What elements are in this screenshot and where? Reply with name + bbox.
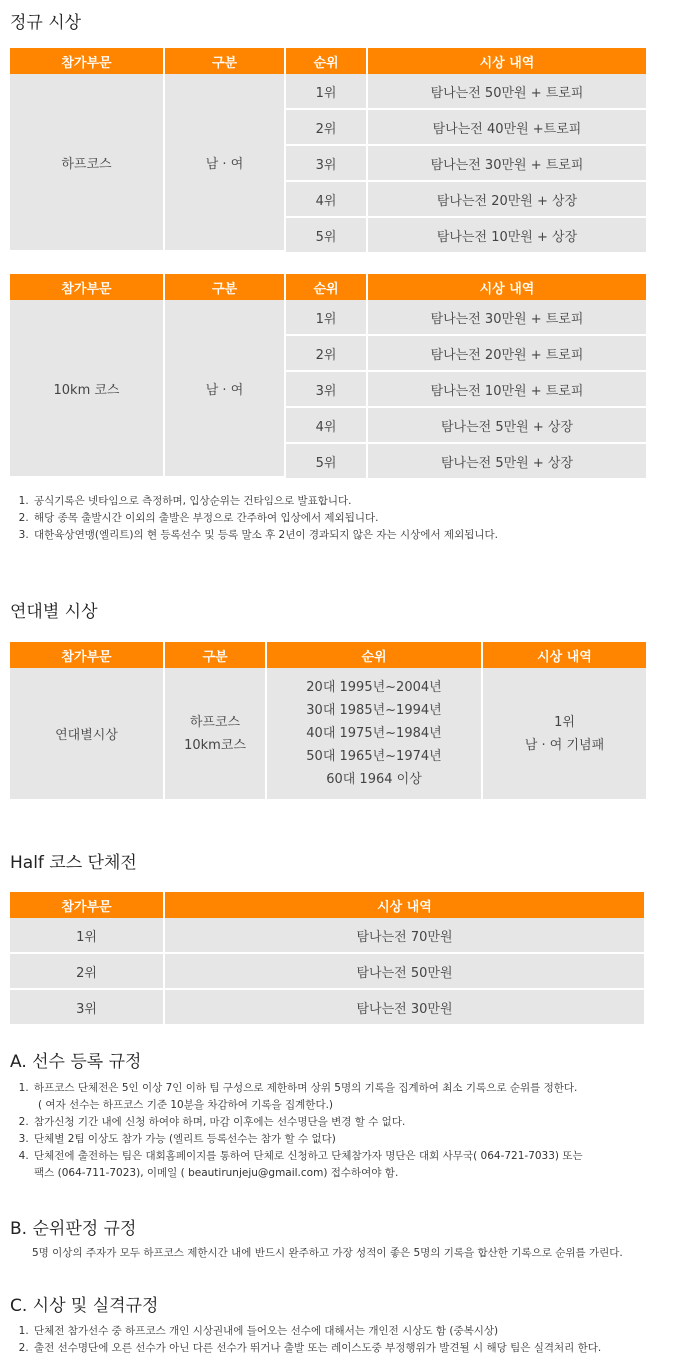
col-header-division: 참가부문 — [10, 274, 165, 300]
rule-text-cont: 팩스 (064-711-7023), 이메일 ( beautirunjeju@gmail.com) 접수하여야 함. — [34, 1167, 399, 1179]
age-group: 60대 1964 이상 — [326, 772, 422, 787]
col-header-prize: 시상 내역 — [165, 892, 644, 918]
prize-cell: 탐나는전 30만원 — [165, 990, 644, 1024]
col-header-division: 참가부문 — [10, 48, 165, 74]
col-header-prize: 시상 내역 — [483, 642, 646, 668]
prize-rank: 1위 — [554, 714, 575, 730]
age-table — [10, 642, 646, 799]
col-header-rank: 순위 — [286, 274, 368, 300]
division-cell: 연대별시상 — [10, 668, 165, 799]
rank-cell: 5위 — [286, 444, 368, 478]
rank-cell: 3위 — [286, 146, 368, 182]
rank-cell: 4위 — [286, 182, 368, 218]
age-prize-cell — [483, 668, 646, 799]
rule-item: 3. 단체별 2팀 이상도 참가 가능 (엘리트 등록선수는 참가 할 수 없다) — [32, 1131, 678, 1148]
col-header-rank: 순위 — [286, 48, 368, 74]
prize-cell: 탐나는전 10만원 + 상장 — [368, 218, 646, 252]
rank-cell: 3위 — [10, 990, 165, 1024]
rules-b-title: B. 순위판정 규정 — [10, 1219, 137, 1239]
rank-cell: 3위 — [286, 372, 368, 408]
gender-cell: 남 · 여 — [165, 74, 286, 252]
col-header-category: 구분 — [165, 274, 286, 300]
section-title-age: 연대별 시상 — [10, 602, 98, 622]
rule-text: 단체전에 출전하는 팀은 대회홈페이지를 통하여 단체로 신청하고 단체참가자 명단은 대회 사무국( 064-721-7033) 또는 — [34, 1150, 583, 1162]
rules-b-text: 5명 이상의 주자가 모두 하프코스 제한시간 내에 반드시 완주하고 가장 성적이 좋은 5명의 기록을 합산한 기록으로 순위를 가린다. — [32, 1247, 623, 1259]
rank-cell: 2위 — [286, 110, 368, 146]
note-item: 3. 대한육상연맹(엘리트)의 현 등록선수 및 등록 말소 후 2년이 경과되지 않은 자는 시상에서 제외됩니다. — [32, 527, 678, 544]
prize-cell: 탐나는전 20만원 + 상장 — [368, 182, 646, 218]
prize-cell: 탐나는전 50만원 + 트로피 — [368, 74, 646, 110]
col-header-prize: 시상 내역 — [368, 48, 646, 74]
prize-cell: 탐나는전 50만원 — [165, 954, 644, 990]
rule-item — [32, 1080, 678, 1114]
rank-cell: 2위 — [10, 954, 165, 990]
course-cell — [165, 668, 267, 799]
age-group: 20대 1995년~2004년 — [306, 680, 442, 695]
rule-item: 1. 단체전 참가선수 중 하프코스 개인 시상권내에 들어오는 선수에 대해서는 개인전 시상도 함 (중복시상) — [32, 1323, 678, 1340]
rank-cell: 1위 — [286, 300, 368, 336]
age-group: 30대 1985년~1994년 — [306, 703, 442, 718]
prize-cell: 탐나는전 5만원 + 상장 — [368, 444, 646, 478]
gender-cell: 남 · 여 — [165, 300, 286, 478]
regular-half-table — [10, 48, 646, 252]
col-header-category: 구분 — [165, 48, 286, 74]
age-group: 40대 1975년~1984년 — [306, 726, 442, 741]
regular-10k-table — [10, 274, 646, 478]
course-10k: 10km코스 — [184, 737, 246, 753]
rule-text: 하프코스 단체전은 5인 이상 7인 이하 팀 구성으로 제한하며 상위 5명의 기록을 집계하여 최소 기록으로 순위를 정한다. — [34, 1082, 578, 1094]
team-table — [10, 892, 644, 1024]
rule-item — [32, 1148, 678, 1182]
col-header-division: 참가부문 — [10, 642, 165, 668]
col-header-category: 구분 — [165, 642, 267, 668]
prize-cell: 탐나는전 30만원 + 트로피 — [368, 300, 646, 336]
section-title-regular: 정규 시상 — [10, 13, 82, 33]
division-cell: 하프코스 — [10, 74, 165, 252]
age-group: 50대 1965년~1974년 — [306, 749, 442, 764]
prize-cell: 탐나는전 10만원 + 트로피 — [368, 372, 646, 408]
prize-cell: 탐나는전 30만원 + 트로피 — [368, 146, 646, 182]
rule-item: 2. 출전 선수명단에 오른 선수가 아닌 다른 선수가 뛰거나 출발 또는 레이스도중 부정행위가 발견될 시 해당 팀은 실격처리 한다. — [32, 1340, 678, 1357]
age-ranks-cell — [267, 668, 483, 799]
col-header-division: 참가부문 — [10, 892, 165, 918]
rules-a-title: A. 선수 등록 규정 — [10, 1052, 142, 1072]
rule-item: 2. 참가신청 기간 내에 신청 하여야 하며, 마감 이후에는 선수명단을 변경 할 수 없다. — [32, 1114, 678, 1131]
col-header-rank: 순위 — [267, 642, 483, 668]
rank-cell: 1위 — [10, 918, 165, 954]
section-title-team: Half 코스 단체전 — [10, 853, 137, 873]
rule-text-cont: ( 여자 선수는 하프코스 기준 10분을 차감하여 기록을 집계한다.) — [38, 1099, 334, 1111]
rank-cell: 1위 — [286, 74, 368, 110]
note-item: 1. 공식기록은 넷타임으로 측정하며, 입상순위는 건타임으로 발표합니다. — [32, 493, 678, 510]
prize-cell: 탐나는전 5만원 + 상장 — [368, 408, 646, 444]
division-cell: 10km 코스 — [10, 300, 165, 478]
rules-c-title: C. 시상 및 실격규정 — [10, 1296, 159, 1316]
rules-a-list — [10, 1080, 678, 1182]
note-item: 2. 해당 종목 출발시간 이외의 출발은 부정으로 간주하여 입상에서 제외됩니다. — [32, 510, 678, 527]
regular-notes-list — [10, 493, 678, 544]
col-header-prize: 시상 내역 — [368, 274, 646, 300]
rules-c-list — [10, 1323, 678, 1357]
prize-cell: 탐나는전 70만원 — [165, 918, 644, 954]
prize-plaque: 남 · 여 기념패 — [524, 737, 605, 753]
rank-cell: 2위 — [286, 336, 368, 372]
course-half: 하프코스 — [189, 714, 241, 730]
rank-cell: 4위 — [286, 408, 368, 444]
prize-cell: 탐나는전 20만원 + 트로피 — [368, 336, 646, 372]
rank-cell: 5위 — [286, 218, 368, 252]
prize-cell: 탐나는전 40만원 +트로피 — [368, 110, 646, 146]
